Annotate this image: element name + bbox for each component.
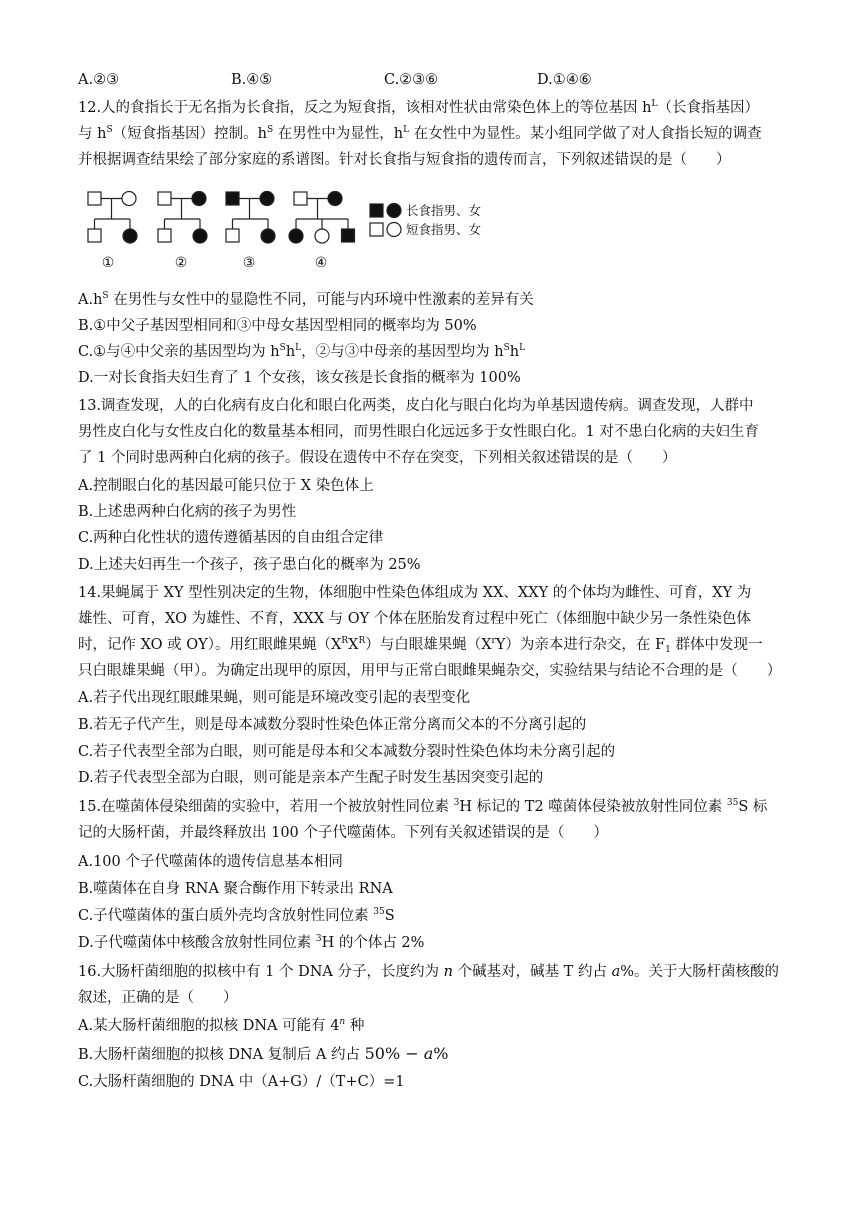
q15-option-a: A.100 个子代噬菌体的遗传信息基本相同 xyxy=(78,854,343,870)
pedigree-mother-long xyxy=(192,192,206,206)
pedigree-family-1 xyxy=(88,192,137,244)
q12-option-a: $A.h^S$ 在男性与女性中的显隐性不同，可能与内环境中性激素的差异有关 xyxy=(78,291,534,308)
pedigree-legend xyxy=(370,204,401,237)
pedigree-daughter-long xyxy=(261,229,275,243)
pedigree-label-4: ④ xyxy=(314,255,328,271)
pedigree-mother-long xyxy=(328,192,342,206)
q12-stem-line2: 与 $h^S$（短食指基因）控制。$h^S$ 在男性中为显性，$h^L$ 在女性中为显性。某小组同学做了对人食指长短的调查 xyxy=(78,125,762,142)
pedigree-son-short xyxy=(158,229,171,242)
pedigree-mother-long xyxy=(260,192,274,206)
pedigree-son-short xyxy=(226,229,239,242)
legend-long-male-icon xyxy=(370,204,383,217)
q12-stem-line3: 并根据调查结果绘了部分家庭的系谱图。针对长食指与短食指的遗传而言，下列叙述错误的是（ ） xyxy=(78,152,731,168)
q14-stem-line4: 只白眼雄果蝇（甲）。为确定出现甲的原因，用甲与正常白眼雌果蝇杂交，实验结果与结论不合理的是（ ） xyxy=(78,663,782,679)
pedigree-father-short xyxy=(88,192,101,205)
q16-option-c: C.大肠杆菌细胞的 DNA 中（A+G）/（T+C）=1 xyxy=(78,1074,405,1090)
pedigree-son-short xyxy=(88,229,101,242)
q11-option-c: C.②③⑥ xyxy=(384,72,439,88)
pedigree-label-3: ③ xyxy=(242,255,256,271)
q15-option-d: D.子代噬菌体中核酸含放射性同位素 $^3$H 的个体占 2% xyxy=(78,934,425,951)
q16-stem-line1: 16.大肠杆菌细胞的拟核中有 1 个 DNA 分子，长度约为 n 个碱基对，碱基 T 约占 a%。关于大肠杆菌核酸的 xyxy=(78,964,780,980)
q12-option-c: C.①与④中父亲的基因型均为 $h^Sh^L$，②与③中母亲的基因型均为 $h^Sh^L$ xyxy=(78,343,526,360)
q13-option-a: A.控制眼白化的基因最可能只位于 X 染色体上 xyxy=(78,478,374,494)
q11-option-d: D.①④⑥ xyxy=(537,72,592,88)
q13-option-c: C.两种白化性状的遗传遵循基因的自由组合定律 xyxy=(78,530,384,546)
q12-stem-line1: 12.人的食指长于无名指为长食指，反之为短食指，该相对性状由常染色体上的等位基因 $h^L$（长食指基因） xyxy=(78,99,759,116)
q16-option-a: A.某大肠杆菌细胞的拟核 DNA 可能有 4$^n$ 种 xyxy=(78,1017,365,1034)
pedigree-daughter-short xyxy=(315,229,329,243)
pedigree-mother-short xyxy=(122,192,136,206)
q12-option-b: B.①中父子基因型相同和③中母女基因型相同的概率均为 50% xyxy=(78,318,477,334)
pedigree-family-3 xyxy=(226,192,275,244)
pedigree-label-2: ② xyxy=(174,255,188,271)
q14-option-b: B.若无子代产生，则是母本减数分裂时性染色体正常分离而父本的不分离引起的 xyxy=(78,717,587,733)
legend-long-female-icon xyxy=(387,204,401,218)
q15-option-c: C.子代噬菌体的蛋白质外壳均含放射性同位素 $^{35}$S xyxy=(78,907,395,924)
pedigree-family-4 xyxy=(289,192,355,244)
q14-stem-line1: 14.果蝇属于 XY 型性别决定的生物，体细胞中性染色体组成为 XX、XXY 的个体均为雌性、可育，XY 为 xyxy=(78,585,752,601)
q13-stem-line1: 13.调查发现，人的白化病有皮白化和眼白化两类，皮白化与眼白化均为单基因遗传病。调查发现，人群中 xyxy=(78,398,754,414)
q16-stem-line2: 叙述，正确的是（ ） xyxy=(78,990,238,1006)
legend-short-label: 短食指男、女 xyxy=(406,222,482,237)
pedigree-father-short xyxy=(158,192,171,205)
q12-option-d: D.一对长食指夫妇生育了 1 个女孩，该女孩是长食指的概率为 100% xyxy=(78,370,521,386)
q14-stem-line2: 雄性、可育，XO 为雄性、不育，XXX 与 OY 个体在胚胎发育过程中死亡（体细胞中缺少另一条性染色体 xyxy=(78,611,751,627)
q13-stem-line2: 男性皮白化与女性皮白化的数量基本相同，而男性眼白化远远多于女性眼白化。1 对不患白化病的夫妇生育 xyxy=(78,424,759,440)
q13-stem-line3: 了 1 个同时患两种白化病的孩子。假设在遗传中不存在突变，下列相关叙述错误的是（ ） xyxy=(78,450,677,466)
q14-option-c: C.若子代表型全部为白眼，则可能是母本和父本减数分裂时性染色体均未分离引起的 xyxy=(78,744,616,760)
q14-option-a: A.若子代出现红眼雌果蝇，则可能是环境改变引起的表型变化 xyxy=(78,690,471,706)
pedigree-father-short xyxy=(294,192,307,205)
q15-stem-line1: 15.在噬菌体侵染细菌的实验中，若用一个被放射性同位素 $^3$H 标记的 T2 噬菌体侵染被放射性同位素 $^{35}$S 标 xyxy=(78,798,768,815)
q13-option-b: B.上述患两种白化病的孩子为男性 xyxy=(78,504,297,520)
pedigree-daughter-long xyxy=(289,229,303,243)
q11-option-b: B.④⑤ xyxy=(231,72,273,88)
q14-option-d: D.若子代表型全部为白眼，则可能是亲本产生配子时发生基因突变引起的 xyxy=(78,770,544,786)
q13-option-d: D.上述夫妇再生一个孩子，孩子患白化的概率为 25% xyxy=(78,557,421,573)
pedigree-son-long xyxy=(342,229,355,242)
q15-option-b: B.噬菌体在自身 RNA 聚合酶作用下转录出 RNA xyxy=(78,881,393,897)
pedigree-family-2 xyxy=(158,192,207,244)
q14-stem-line3: 时，记作 XO 或 OY）。用红眼雌果蝇$(X^RX^R)$与白眼雄果蝇$(X^rY)$为亲本进行杂交，在 $F_1$ 群体中发现一 xyxy=(78,636,763,655)
pedigree-daughter-long xyxy=(193,229,207,243)
legend-long-label: 长食指男、女 xyxy=(406,203,482,218)
legend-short-female-icon xyxy=(387,223,401,237)
q11-option-a: A.②③ xyxy=(78,72,120,88)
q16-option-b: B.大肠杆菌细胞的拟核 DNA 复制后 A 约占 50% − a% xyxy=(78,1044,449,1063)
legend-short-male-icon xyxy=(370,223,383,236)
q15-stem-line2: 记的大肠杆菌，并最终释放出 100 个子代噬菌体。下列有关叙述错误的是（ ） xyxy=(78,825,608,841)
pedigree-label-1: ① xyxy=(101,255,115,271)
pedigree-daughter-long xyxy=(123,229,137,243)
pedigree-father-long xyxy=(226,192,239,205)
pedigree-chart xyxy=(78,183,496,273)
